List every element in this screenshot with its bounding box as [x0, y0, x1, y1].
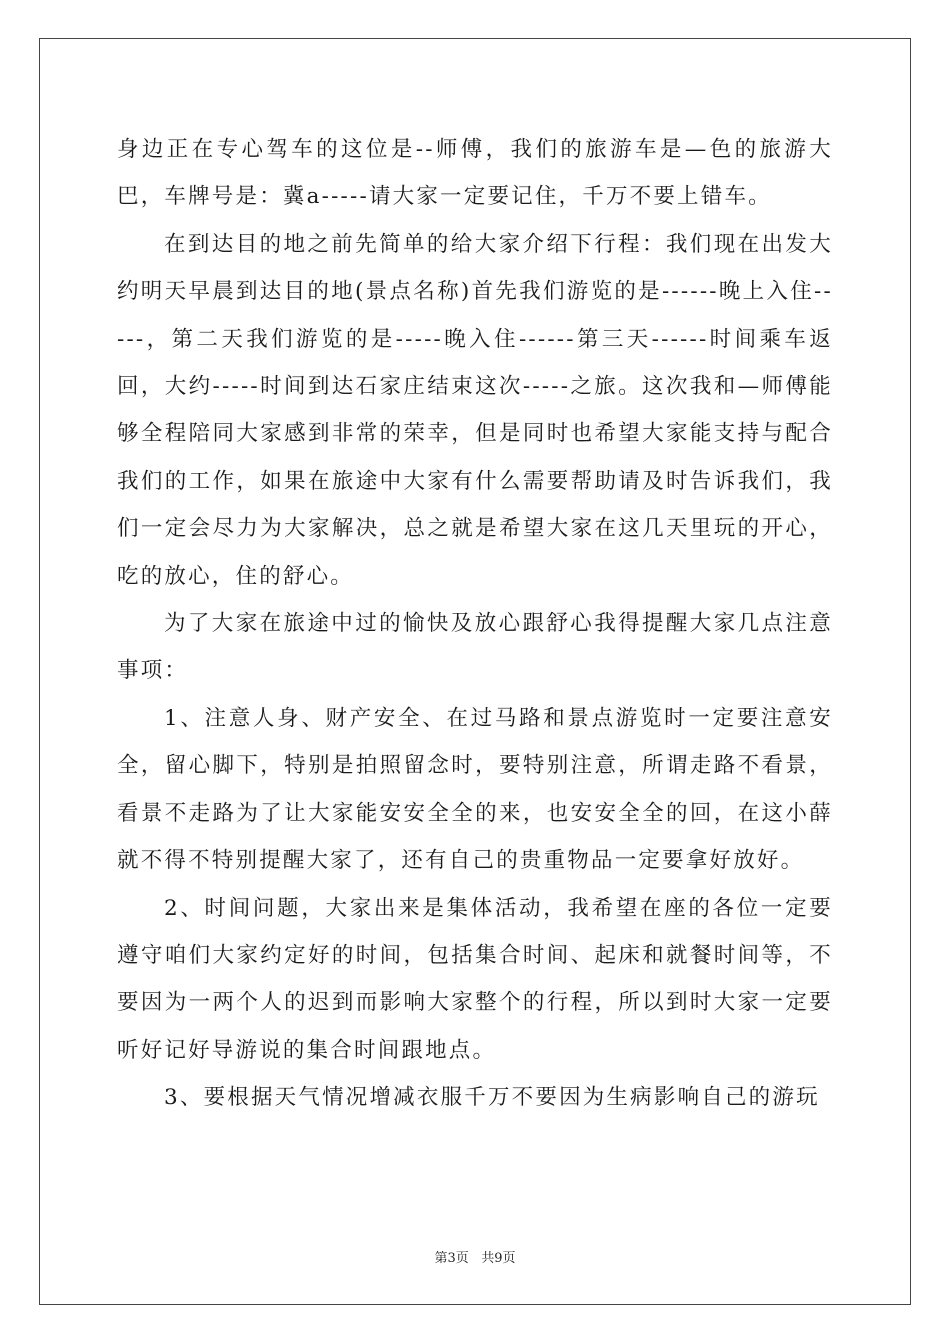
page-total: 共9页 — [481, 1251, 516, 1266]
paragraph-itinerary: 在到达目的地之前先简单的给大家介绍下行程：我们现在出发大约明天早晨到达目的地(景点名称)首先我们游览的是------晚上入住-----，第二天我们游览的是-----晚入住------第三天------时间乘车返回，大约-----时间到达石家庄结束这次-----之旅。这次我和—师傅能够全程陪同大家感到非常的荣幸，但是同时也希望大家能支持与配合我们的工作，如果在旅途中大家有什么需要帮助请及时告诉我们，我们一定会尽力为大家解决，总之就是希望大家在这几天里玩的开心，吃的放心，住的舒心。 — [117, 231, 833, 589]
paragraph-notice-intro: 为了大家在旅途中过的愉快及放心跟舒心我得提醒大家几点注意事项： — [117, 611, 833, 684]
paragraph-driver-intro: 身边正在专心驾车的这位是--师傅，我们的旅游车是—色的旅游大巴，车牌号是：冀a-----请大家一定要记住，千万不要上错车。 — [117, 137, 833, 210]
page-footer — [0, 1247, 950, 1266]
paragraph-notice-weather: 3、要根据天气情况增减衣服千万不要因为生病影响自己的游玩 — [164, 1085, 820, 1111]
paragraph-notice-time: 2、时间问题，大家出来是集体活动，我希望在座的各位一定要遵守咱们大家约定好的时间，包括集合时间、起床和就餐时间等，不要因为一两个人的迟到而影响大家整个的行程，所以到时大家一定要听好记好导游说的集合时间跟地点。 — [117, 895, 833, 1063]
page-number: 第3页 — [434, 1251, 469, 1266]
paragraph-notice-safety: 1、注意人身、财产安全、在过马路和景点游览时一定要注意安全，留心脚下，特别是拍照留念时，要特别注意，所谓走路不看景，看景不走路为了让大家能安安全全的来，也安安全全的回，在这小薛就不得不特别提醒大家了，还有自己的贵重物品一定要拿好放好。 — [117, 705, 833, 874]
document-body — [117, 126, 833, 1122]
